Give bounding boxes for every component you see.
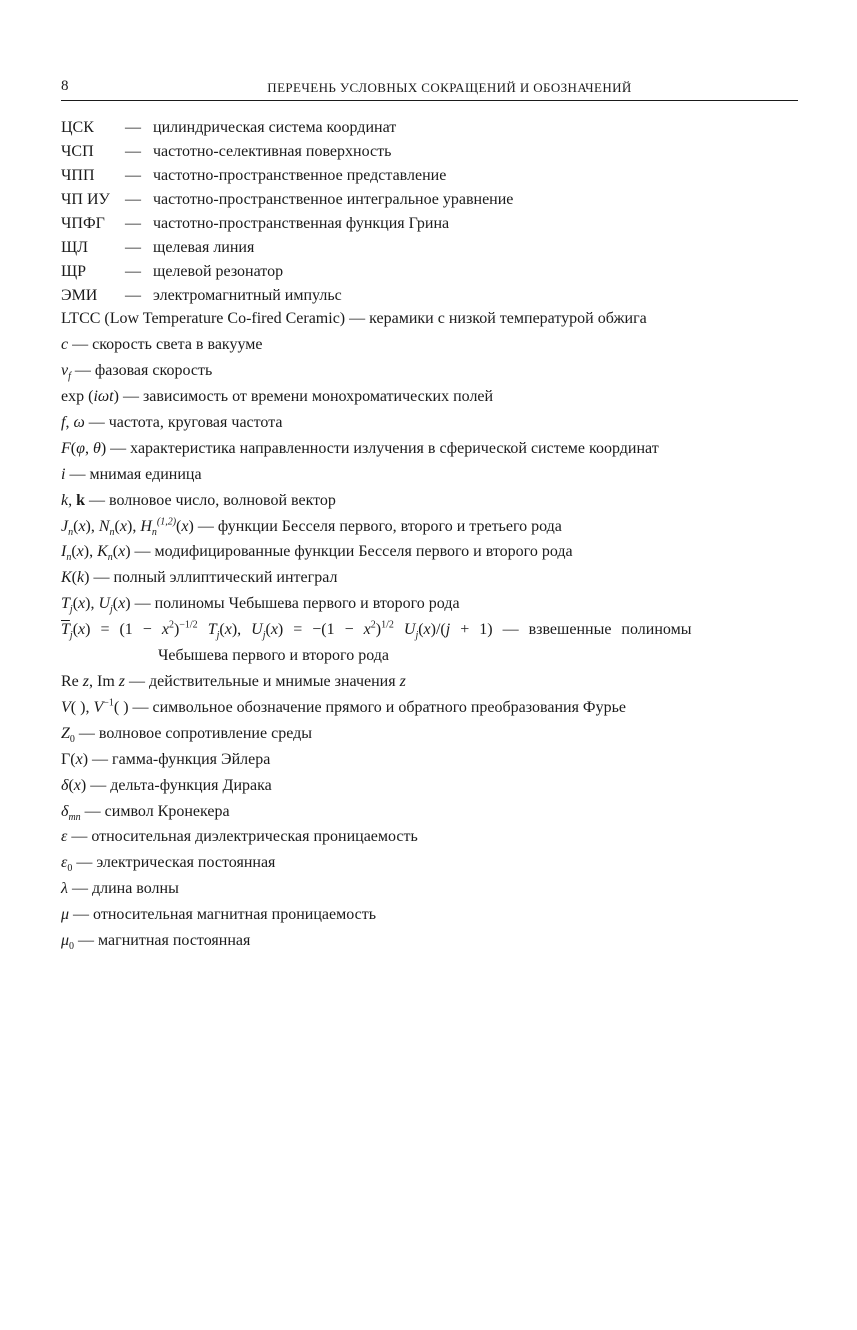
abbreviation-definition: щелевая линия (153, 239, 255, 256)
abbreviation-definition: цилиндрическая система координат (153, 119, 397, 136)
symbol-definition: относительная диэлектрическая проницаемость (91, 828, 418, 845)
abbreviation-definition: частотно-пространственная функция Грина (153, 215, 450, 232)
abbreviation-definition: частотно-пространственное интегральное уравнение (153, 191, 514, 208)
symbol-definition: Чебышева первого и второго рода (158, 647, 389, 664)
symbol-definition: символьное обозначение прямого и обратного преобразования Фурье (152, 699, 626, 716)
abbreviation-term: ЭМИ (61, 287, 98, 304)
symbol-entry-kronecker: $\delta_{mn}$ — символ Кронекера (61, 803, 230, 824)
symbol-definition: модифицированные функции Бесселя первого и второго рода (154, 543, 573, 560)
symbol-entry-mod-bessel: $I_n(x)$, $K_n(x)$ — модифицированные функции Бесселя первого и второго рода (61, 543, 573, 564)
symbol-entry-mu0: $\mu_0$ — магнитная постоянная (61, 932, 251, 953)
symbol-entry-f-omega: f, ω — частота, круговая частота (61, 414, 283, 431)
symbol-definition: взвешенные полиномы (528, 621, 692, 638)
symbol-definition: относительная магнитная проницаемость (93, 906, 377, 923)
symbol-definition: волновое сопротивление среды (98, 725, 312, 742)
symbol-definition: функции Бесселя первого, второго и третьего рода (217, 518, 562, 535)
symbol-definition: символ Кронекера (104, 803, 230, 820)
symbol-entry-cheb-weighted-cont (158, 647, 389, 665)
symbol-entry-bessel: $J_n(x)$, $N_n(x)$, $H_n^{(1,2)}(x)$ — функции Бесселя первого, второго и третьего рода (61, 516, 562, 539)
symbol-entry-F: F(φ, θ) — характеристика направленности излучения в сферической системе координат (61, 440, 659, 457)
symbol-definition: характеристика направленности излучения в сферической системе координат (130, 440, 659, 457)
abbreviation-row: ЧПП — частотно-пространственное представление (61, 167, 447, 184)
symbol-definition: длина волны (91, 880, 179, 897)
symbol-definition: дельта-функция Дирака (110, 777, 272, 794)
ltcc-term: LTCC (Low Temperature Co-fired Ceramic) (61, 310, 346, 327)
symbol-definition: фазовая скорость (94, 362, 213, 379)
abbreviation-row: ЧП ИУ — частотно-пространственное интегральное уравнение (61, 191, 514, 208)
symbol-definition: электрическая постоянная (96, 854, 276, 871)
symbol-entry-c: c — скорость света в вакууме (61, 336, 263, 353)
abbreviation-row: ЭМИ — электромагнитный импульс (61, 287, 342, 304)
symbol-entry-cheb: $T_j(x)$, $U_j(x)$ — полиномы Чебышева первого и второго рода (61, 595, 460, 616)
running-title: ПЕРЕЧЕНЬ УСЛОВНЫХ СОКРАЩЕНИЙ И ОБОЗНАЧЕНИЙ (267, 80, 632, 95)
symbol-entry-Z0: $Z_0$ — волновое сопротивление среды (61, 725, 312, 746)
page-number: 8 (61, 78, 69, 94)
abbreviation-row: ЧПФГ — частотно-пространственная функция Грина (61, 215, 450, 232)
symbol-definition: зависимость от времени монохроматических полей (142, 388, 494, 405)
symbol-definition: мнимая единица (89, 466, 202, 483)
symbol-definition: полный эллиптический интеграл (113, 569, 338, 586)
symbol-entry-V: V( ), $V^{-1}$( ) — символьное обозначение прямого и обратного преобразования Фурье (61, 697, 626, 716)
symbol-entry-cheb-weighted: $\overline{T}_j(x) = (1 - x^2)^{-1/2}$ $T_j(x)$, $U_j(x) = -(1 - x^2)^{1/2}$ $U_j(x)/(j + 1)$ — взвешенные полиномы (61, 619, 692, 642)
symbol-entry-re-im: Re z, Im z — действительные и мнимые значения z (61, 673, 406, 690)
symbol-definition: действительные и мнимые значения (149, 673, 396, 690)
abbreviation-term: ЧП ИУ (61, 191, 110, 208)
symbol-entry-mu: μ — относительная магнитная проницаемость (61, 906, 377, 923)
symbol-entry-lambda: λ — длина волны (61, 880, 179, 897)
ltcc-definition: керамики с низкой температурой обжига (369, 310, 647, 327)
symbol-entry-gamma: Γ(x) — гамма-функция Эйлера (61, 751, 271, 768)
symbol-entry-vf: $v_f$ — фазовая скорость (61, 362, 213, 383)
symbol-entry-delta: δ(x) — дельта-функция Дирака (61, 777, 272, 794)
symbol-entry-epsilon0: $\varepsilon_0$ — электрическая постоянная (61, 854, 276, 875)
symbol-entry-epsilon: ε — относительная диэлектрическая проницаемость (61, 828, 418, 845)
abbreviation-row: ЩР — щелевой резонатор (61, 263, 284, 280)
symbol-entry-exp: exp (iωt) — зависимость от времени монохроматических полей (61, 388, 494, 405)
abbreviation-definition: частотно-пространственное представление (153, 167, 447, 184)
abbreviation-term: ЩР (61, 263, 87, 280)
symbol-definition: волновое число, волновой вектор (109, 492, 336, 509)
abbreviation-term: ЧСП (61, 143, 94, 160)
symbol-entry-i: i — мнимая единица (61, 466, 202, 483)
symbol-entry-k: k, k — волновое число, волновой вектор (61, 492, 336, 509)
symbol-definition: частота, круговая частота (108, 414, 283, 431)
abbreviation-row: ЩЛ — щелевая линия (61, 239, 255, 256)
abbreviation-term: ЦСК (61, 119, 94, 136)
abbreviation-term: ЧПП (61, 167, 95, 184)
page-header (61, 78, 798, 101)
symbol-entry-K: K(k) — полный эллиптический интеграл (61, 569, 338, 586)
symbol-definition: гамма-функция Эйлера (112, 751, 271, 768)
abbreviation-term: ЧПФГ (61, 215, 105, 232)
symbol-definition: скорость света в вакууме (92, 336, 263, 353)
abbreviation-definition: частотно-селективная поверхность (153, 143, 392, 160)
abbreviation-row: ЦСК — цилиндрическая система координат (61, 119, 397, 136)
abbreviation-term: ЩЛ (61, 239, 88, 256)
ltcc-entry: LTCC (Low Temperature Co-fired Ceramic) — керамики с низкой температурой обжига (61, 310, 647, 327)
abbreviation-row: ЧСП — частотно-селективная поверхность (61, 143, 392, 160)
abbreviation-definition: щелевой резонатор (153, 263, 284, 280)
abbreviation-definition: электромагнитный импульс (153, 287, 342, 304)
symbol-definition: полиномы Чебышева первого и второго рода (154, 595, 460, 612)
symbol-definition: магнитная постоянная (98, 932, 251, 949)
